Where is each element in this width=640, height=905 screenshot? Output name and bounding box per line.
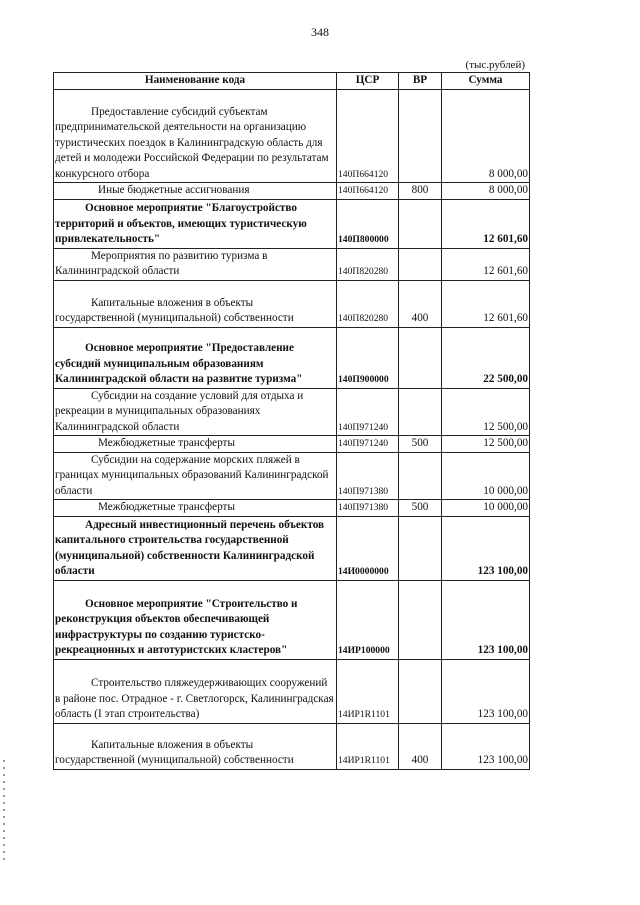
row-csr: 140П971240 <box>337 388 399 436</box>
row-csr: 140П971380 <box>337 500 399 517</box>
row-vr: 500 <box>399 500 442 517</box>
row-vr: 400 <box>399 280 442 327</box>
row-csr: 14ИР1R1101 <box>337 723 399 769</box>
row-csr: 140П664120 <box>337 183 399 200</box>
table-row <box>54 327 530 388</box>
row-csr: 14ИР100000 <box>337 580 399 659</box>
row-name: Межбюджетные трансферты <box>54 436 337 453</box>
row-name: Межбюджетные трансферты <box>54 500 337 517</box>
row-name: Основное мероприятие "Строительство и реконструкция объектов обеспечивающей инфраструктуры по созданию туристско-рекреационных и автотуристских кластеров" <box>54 580 337 659</box>
page-number: 348 <box>311 25 329 39</box>
row-vr <box>399 452 442 500</box>
row-name: Строительство пляжеудерживающих сооружений в районе пос. Отрадное - г. Светлогорск, Калининградская область (I этап строительства) <box>54 659 337 723</box>
row-csr: 140П971240 <box>337 436 399 453</box>
row-name: Субсидии на содержание морских пляжей в границах муниципальных образований Калининградской области <box>54 452 337 500</box>
row-sum: 10 000,00 <box>442 500 530 517</box>
table-row <box>54 183 530 200</box>
row-csr: 140П820280 <box>337 248 399 280</box>
table-row <box>54 199 530 248</box>
row-name: Мероприятия по развитию туризма в Калининградской области <box>54 248 337 280</box>
scan-edge-marks <box>3 760 5 860</box>
row-vr <box>399 199 442 248</box>
table-row <box>54 516 530 580</box>
table-row <box>54 580 530 659</box>
row-vr <box>399 388 442 436</box>
row-sum: 12 601,60 <box>442 280 530 327</box>
row-vr: 800 <box>399 183 442 200</box>
row-vr <box>399 659 442 723</box>
row-name: Капитальные вложения в объекты государственной (муниципальной) собственности <box>54 723 337 769</box>
row-sum: 12 601,60 <box>442 199 530 248</box>
table-row <box>54 388 530 436</box>
table-row <box>54 723 530 769</box>
row-csr: 140П664120 <box>337 90 399 183</box>
table-row <box>54 436 530 453</box>
row-sum: 123 100,00 <box>442 516 530 580</box>
row-name: Основное мероприятие "Благоустройство территорий и объектов, имеющих туристическую привлекательность" <box>54 199 337 248</box>
header-name: Наименование кода <box>54 73 337 90</box>
row-csr: 140П800000 <box>337 199 399 248</box>
row-vr <box>399 327 442 388</box>
row-sum: 123 100,00 <box>442 723 530 769</box>
row-vr <box>399 248 442 280</box>
row-sum: 12 601,60 <box>442 248 530 280</box>
row-sum: 8 000,00 <box>442 90 530 183</box>
row-sum: 22 500,00 <box>442 327 530 388</box>
row-sum: 12 500,00 <box>442 388 530 436</box>
table-row <box>54 452 530 500</box>
row-sum: 12 500,00 <box>442 436 530 453</box>
table-row <box>54 280 530 327</box>
row-csr: 14И0000000 <box>337 516 399 580</box>
header-vr: ВР <box>399 73 442 90</box>
row-sum: 123 100,00 <box>442 580 530 659</box>
row-csr: 140П971380 <box>337 452 399 500</box>
row-csr: 140П820280 <box>337 280 399 327</box>
row-name: Предоставление субсидий субъектам предпринимательской деятельности на организацию туристических поездок в Калининградскую область для детей и молодежи Российской Федерации по результатам конкурсного отбора <box>54 90 337 183</box>
row-csr: 140П900000 <box>337 327 399 388</box>
row-sum: 10 000,00 <box>442 452 530 500</box>
row-sum: 123 100,00 <box>442 659 530 723</box>
table-row <box>54 248 530 280</box>
row-name: Иные бюджетные ассигнования <box>54 183 337 200</box>
row-vr: 500 <box>399 436 442 453</box>
units-label: (тыс.рублей) <box>465 59 525 71</box>
row-vr <box>399 516 442 580</box>
table-row <box>54 90 530 183</box>
row-name: Адресный инвестиционный перечень объектов капитального строительства государственной (муниципальной) собственности Калининградской области <box>54 516 337 580</box>
table-row <box>54 659 530 723</box>
table-row <box>54 500 530 517</box>
table-header-row <box>54 73 530 90</box>
row-name: Капитальные вложения в объекты государственной (муниципальной) собственности <box>54 280 337 327</box>
row-vr <box>399 580 442 659</box>
row-vr <box>399 90 442 183</box>
row-csr: 14ИР1R1101 <box>337 659 399 723</box>
row-name: Субсидии на создание условий для отдыха и рекреации в муниципальных образованиях Калининградской области <box>54 388 337 436</box>
row-sum: 8 000,00 <box>442 183 530 200</box>
budget-table <box>53 72 530 770</box>
row-name: Основное мероприятие "Предоставление субсидий муниципальным образованиям Калининградской области на развитие туризма" <box>54 327 337 388</box>
header-sum: Сумма <box>442 73 530 90</box>
header-csr: ЦСР <box>337 73 399 90</box>
row-vr: 400 <box>399 723 442 769</box>
